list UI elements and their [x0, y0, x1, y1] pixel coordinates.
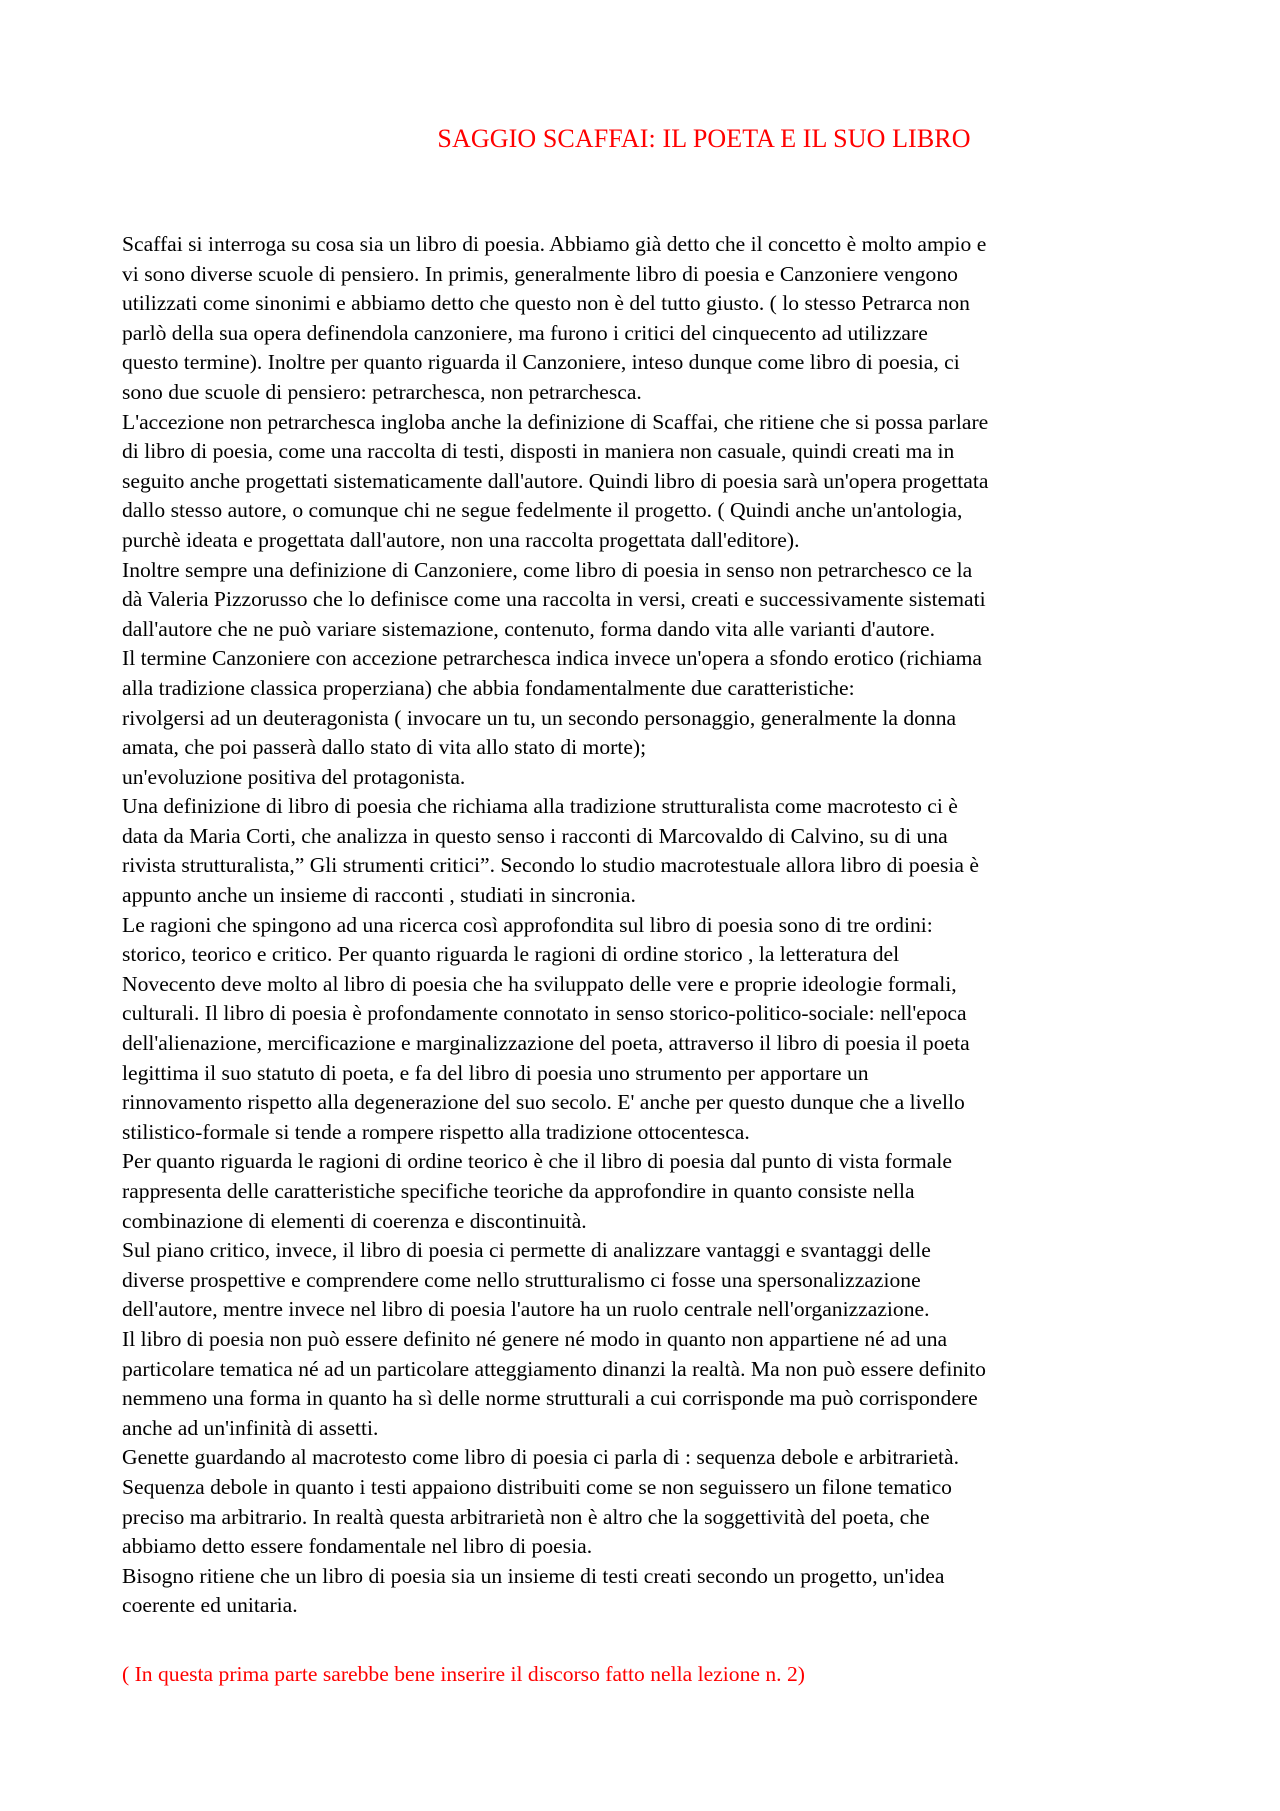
text-line: questo termine). Inoltre per quanto riguarda il Canzoniere, inteso dunque come libro di poesia, ci [122, 350, 960, 375]
text-line: Il libro di poesia non può essere definito né genere né modo in quanto non appartiene né ad una [122, 1326, 948, 1351]
text-line: dallo stesso autore, o comunque chi ne segue fedelmente il progetto. ( Quindi anche un'antologia, [122, 498, 963, 523]
text-line: particolare tematica né ad un particolare atteggiamento dinanzi la realtà. Ma non può essere definito [122, 1356, 986, 1381]
text-line: alla tradizione classica properziana) che abbia fondamentalmente due caratteristiche: [122, 675, 855, 700]
text-line: culturali. Il libro di poesia è profondamente connotato in senso storico-politico-sociale: nell'epoca [122, 1001, 967, 1026]
text-line: nemmeno una forma in quanto ha sì delle norme strutturali a cui corrisponde ma può corrispondere [122, 1386, 978, 1411]
document-title: SAGGIO SCAFFAI: IL POETA E IL SUO LIBRO [437, 124, 971, 153]
text-line: Novecento deve molto al libro di poesia che ha sviluppato delle vere e proprie ideologie formali, [122, 971, 957, 996]
text-line: Inoltre sempre una definizione di Canzoniere, come libro di poesia in senso non petrarchesco ce la [122, 557, 973, 582]
text-line: diverse prospettive e comprendere come nello strutturalismo ci fosse una spersonalizzazione [122, 1267, 921, 1292]
document-body [122, 230, 1172, 1621]
text-line: anche ad un'infinità di assetti. [122, 1415, 379, 1440]
text-line: appunto anche un insieme di racconti , studiati in sincronia. [122, 883, 636, 908]
text-line: L'accezione non petrarchesca ingloba anche la definizione di Scaffai, che ritiene che si possa parlare [122, 409, 989, 434]
text-line: Il termine Canzoniere con accezione petrarchesca indica invece un'opera a sfondo erotico (richiama [122, 646, 982, 671]
text-line: amata, che poi passerà dallo stato di vita allo stato di morte); [122, 735, 647, 760]
text-line: dà Valeria Pizzorusso che lo definisce come una raccolta in versi, creati e successivamente sistemati [122, 587, 986, 612]
editor-note: ( In questa prima parte sarebbe bene inserire il discorso fatto nella lezione n. 2) [122, 1662, 805, 1686]
text-line: seguito anche progettati sistematicamente dall'autore. Quindi libro di poesia sarà un'opera progettata [122, 468, 989, 493]
text-line: utilizzati come sinonimi e abbiamo detto che questo non è del tutto giusto. ( lo stesso Petrarca non [122, 291, 970, 316]
text-line: Sul piano critico, invece, il libro di poesia ci permette di analizzare vantaggi e svantaggi delle [122, 1238, 931, 1263]
text-line: un'evoluzione positiva del protagonista. [122, 764, 466, 789]
text-line: abbiamo detto essere fondamentale nel libro di poesia. [122, 1534, 593, 1559]
text-line: Per quanto riguarda le ragioni di ordine teorico è che il libro di poesia dal punto di vista formale [122, 1149, 952, 1174]
text-line: Le ragioni che spingono ad una ricerca così approfondita sul libro di poesia sono di tre ordini: [122, 912, 933, 937]
text-line: Scaffai si interroga su cosa sia un libro di poesia. Abbiamo già detto che il concetto è molto ampio e [122, 232, 987, 256]
text-line: parlò della sua opera definendola canzoniere, ma furono i critici del cinquecento ad utilizzare [122, 320, 928, 345]
text-line: Sequenza debole in quanto i testi appaiono distribuiti come se non seguissero un filone tematico [122, 1474, 952, 1499]
text-line: dell'alienazione, mercificazione e marginalizzazione del poeta, attraverso il libro di poesia il poeta [122, 1031, 970, 1056]
text-line: purchè ideata e progettata dall'autore, non una raccolta progettata dall'editore). [122, 527, 800, 552]
text-line: Genette guardando al macrotesto come libro di poesia ci parla di : sequenza debole e arbitrarietà. [122, 1445, 960, 1470]
text-line: combinazione di elementi di coerenza e discontinuità. [122, 1208, 587, 1233]
text-line: di libro di poesia, come una raccolta di testi, disposti in maniera non casuale, quindi creati ma in [122, 439, 955, 464]
text-line: sono due scuole di pensiero: petrarchesca, non petrarchesca. [122, 379, 642, 404]
text-line: coerente ed unitaria. [122, 1593, 298, 1618]
text-line: rivista strutturalista,” Gli strumenti critici”. Secondo lo studio macrotestuale allora libro di poesia è [122, 853, 979, 878]
text-line: data da Maria Corti, che analizza in questo senso i racconti di Marcovaldo di Calvino, su di una [122, 823, 948, 848]
text-line: stilistico-formale si tende a rompere rispetto alla tradizione ottocentesca. [122, 1119, 750, 1144]
text-line: dell'autore, mentre invece nel libro di poesia l'autore ha un ruolo centrale nell'organizzazione. [122, 1297, 930, 1322]
text-line: storico, teorico e critico. Per quanto riguarda le ragioni di ordine storico , la letteratura del [122, 942, 900, 967]
text-line: preciso ma arbitrario. In realtà questa arbitrarietà non è altro che la soggettività del poeta, che [122, 1504, 930, 1529]
text-line: rivolgersi ad un deuteragonista ( invocare un tu, un secondo personaggio, generalmente la donna [122, 705, 957, 730]
text-line: Bisogno ritiene che un libro di poesia sia un insieme di testi creati secondo un progetto, un'idea [122, 1563, 945, 1588]
text-line: vi sono diverse scuole di pensiero. In primis, generalmente libro di poesia e Canzoniere vengono [122, 261, 958, 286]
text-line: dall'autore che ne può variare sistemazione, contenuto, forma dando vita alle varianti d'autore. [122, 616, 936, 641]
text-line: rappresenta delle caratteristiche specifiche teoriche da approfondire in quanto consiste nella [122, 1179, 915, 1203]
text-line: Una definizione di libro di poesia che richiama alla tradizione strutturalista come macrotesto ci è [122, 794, 958, 819]
text-line: legittima il suo statuto di poeta, e fa del libro di poesia uno strumento per apportare un [122, 1060, 869, 1085]
text-line: rinnovamento rispetto alla degenerazione del suo secolo. E' anche per questo dunque che a livello [122, 1090, 965, 1115]
